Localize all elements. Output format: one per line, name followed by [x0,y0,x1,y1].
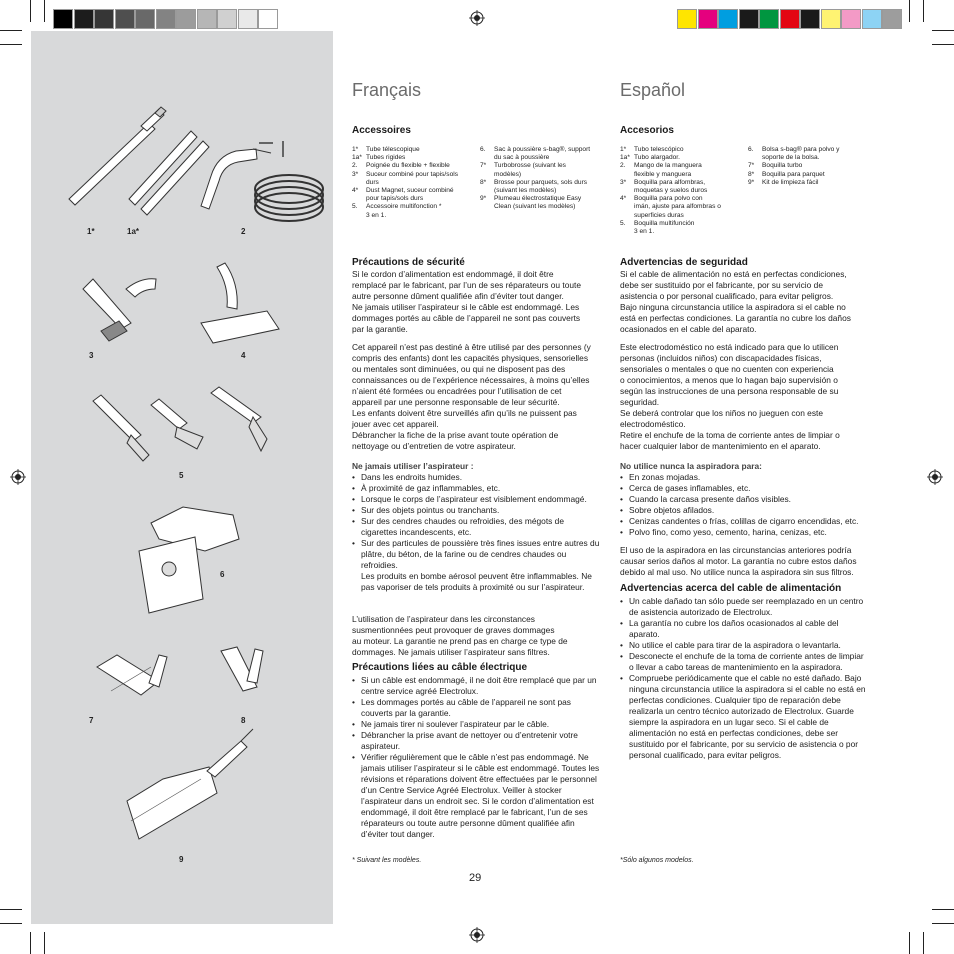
bullet-item: • Si un câble est endommagé, il ne doit être remplacé que par un centre service agréé Electrolux. [352,675,600,697]
accessory-item [352,203,480,211]
color-swatch [862,9,882,29]
text-line: El uso de la aspiradora en las circunstancias anteriores podría [620,545,852,555]
accessories-list-es-left [620,146,748,236]
accessory-number [352,195,366,203]
accessory-label: durs [366,178,379,186]
crop-mark [0,909,22,910]
safety-heading-es: Advertencias de seguridad [620,257,748,268]
text-line: está en perfectas condiciones. La garantía no cubre los daños [620,313,851,323]
bullet-item: • Cuando la carcasa presente daños visibles. [620,494,882,505]
accessory-item [620,162,748,170]
color-swatch [94,9,114,29]
bullet-item: • Polvo fino, como yeso, cemento, harina, cenizas, etc. [620,527,882,538]
accessory-number [620,171,634,179]
accessory-number: 6. [480,146,486,153]
text-line: Ne jamais utiliser l’aspirateur si le câble est endommagé. Les [352,302,580,312]
accessory-label: Tube télescopique [366,146,420,153]
never-use-list-es [620,472,882,538]
bullet-item: • En zonas mojadas. [620,472,882,483]
text-line: compris des enfants) dont les capacités physiques, sensorielles [352,353,589,363]
accessory-label: Kit de limpieza fácil [762,178,819,186]
bullet-item: • À proximité de gaz inflammables, etc. [352,483,600,494]
accessory-number [480,187,494,195]
usage-paragraph-es [620,545,882,578]
figure-label: 6 [220,570,225,579]
accessories-heading-fr: Accessoires [352,125,411,136]
text-line: Débrancher la fiche de la prise avant toute opération de [352,430,559,440]
accessory-number: 4* [620,195,627,203]
crop-mark [30,0,31,22]
text-line: Si le cordon d’alimentation est endommagé, il doit être [352,269,554,279]
crop-mark [909,932,910,954]
text-line: nettoyage ou d’entretien de votre aspirateur. [352,441,516,451]
accessories-list-fr-right [480,146,600,212]
accessory-number: 1a* [352,154,362,162]
text-line: Si el cable de alimentación no está en perfectas condiciones, [620,269,847,279]
bullet-item: • Un cable dañado tan sólo puede ser reemplazado en un centro de asistencia autorizado de Electrolux. [620,596,870,618]
crop-mark [44,932,45,954]
bullet-item: • Débrancher la prise avant de nettoyer ou d’entretenir votre aspirateur. [352,730,600,752]
hose-handle-icon [201,149,257,209]
accessory-label: Clean (suivant les modèles) [494,203,576,211]
color-swatch [821,9,841,29]
accessory-number: 6. [748,146,754,153]
accessory-item [352,146,480,154]
accessory-item [352,171,480,179]
text-line: susmentionnées peut provoquer de graves dommages [352,625,555,635]
combination-nozzle-icon [83,279,131,329]
bullet-item: • Dans les endroits humides. [352,472,600,483]
accessory-item [620,154,748,162]
accessory-item [352,154,480,162]
accessory-item [480,179,600,187]
figure-label: 3 [89,351,94,360]
accessory-label: moquetas y suelos duros [634,187,708,195]
accessory-number: 3* [352,170,359,178]
accessory-label: du sac à poussière [494,154,550,162]
color-swatch [53,9,73,29]
accessory-number: 1* [620,146,627,153]
crop-mark [44,0,45,22]
color-swatch [759,9,779,29]
accessory-number: 2. [352,162,358,170]
accessory-item [352,212,480,220]
text-line: debido al mal uso. No utilice nunca la aspiradora sin sus filtros. [620,567,854,577]
bullet-item: • Sobre objetos afilados. [620,505,882,516]
text-line: ocasionados en el cable del aparato. [620,324,757,334]
accessory-item [480,203,600,211]
accessory-item [748,146,868,154]
text-line: par la garantie. [352,324,408,334]
crop-mark [932,44,954,45]
bullet-item: • Vérifier régulièrement que le câble n’est pas endommagé. Ne jamais utiliser l’aspirateur si le câble est endommagé. Toutes les révisions et réparations doivent être effectuées par le personnel d’un Centre Service Agréé Electrolux. Veiller à stocker l’aspirateur dans un endroit sec. Si le cordon d’alimentation est endommagé, il doit être remplacé par le fabricant, l’un de ses réparateurs ou toute autre personne dûment qualifiée afin d’éviter tout danger. [352,752,600,840]
accessory-item [748,179,868,187]
turbo-brush-icon [97,655,159,695]
never-use-list-fr [352,472,600,593]
accessory-label: imán, ajuste para alfombras o [634,203,721,211]
text-line: ou mentales sont diminuées, ou qui ne disposent pas des [352,364,566,374]
accessory-number [480,171,494,179]
accessory-number: 5. [620,219,626,227]
accessory-label: superficies duras [634,211,684,219]
accessory-label: Poignée du flexible + flexible [366,162,450,170]
accessory-number: 2. [620,162,626,170]
accessory-label: Boquilla para parquet [762,170,825,178]
usage-paragraph-fr [352,614,612,658]
color-swatch [217,9,237,29]
accessory-label: Boquilla turbo [762,162,803,170]
text-line: debe ser sustituido por el fabricante, por su servicio de [620,280,823,290]
bullet-item: • Cerca de gases inflamables, etc. [620,483,882,494]
crop-mark [0,923,22,924]
text-line: remplacé par le fabricant, par l’un de ses réparateurs ou toute [352,280,582,290]
accessory-label: Sac à poussière s-bag®, support [494,146,591,153]
bullet-item: • Lorsque le corps de l’aspirateur est visiblement endommagé. [352,494,600,505]
text-line: según las instrucciones de una persona responsable de su [620,386,839,396]
registration-mark-icon [469,927,485,943]
accessory-number [620,228,634,236]
figure-label: 4 [241,351,246,360]
accessory-number [620,187,634,195]
cable-list-fr [352,675,600,840]
accessory-item [620,171,748,179]
text-line: hacer cualquier labor de mantenimiento en el aparato. [620,441,821,451]
figure-label: 8 [241,716,246,725]
accessory-number [620,203,634,211]
crop-mark [0,30,22,31]
accessory-item [748,162,868,170]
accessory-item [620,179,748,187]
text-line: Cet appareil n’est pas destiné à être utilisé par des personnes (y [352,342,591,352]
figure-label: 2 [241,227,246,236]
text-line: dommages portés au câble de l’appareil ne sont pas couverts [352,313,581,323]
accessory-label: Tubo telescópico [634,146,684,153]
accessory-number [620,212,634,220]
color-swatch [718,9,738,29]
accessory-label: flexible y manguera [634,170,692,178]
figure-label: 9 [179,855,184,864]
accessory-label: Bolsa s-bag® para polvo y [762,146,840,153]
crop-mark [30,932,31,954]
text-line: personas (incluidos niños) con discapacidades físicas, [620,353,822,363]
bullet-item: • Cenizas candentes o frías, colillas de cigarro encendidas, etc. [620,516,882,527]
accessory-label: modèles) [494,170,522,178]
accessory-label: Boquilla para polvo con [634,195,703,203]
safety-paragraph-fr [352,269,612,335]
accessory-number: 9* [480,195,487,203]
page-number: 29 [469,872,482,884]
never-use-heading-es: No utilice nunca la aspiradora para: [620,461,762,471]
footnote-es: *Sólo algunos modelos. [620,857,694,864]
crop-mark [932,923,954,924]
accessory-item [480,187,600,195]
accessories-heading-es: Accesorios [620,125,674,136]
text-line: Les enfants doivent être surveillés afin qu’ils ne puissent pas [352,408,577,418]
accessory-number [480,154,494,162]
bullet-item: • Les dommages portés au câble de l’appareil ne sont pas couverts par la garantie. [352,697,600,719]
cable-heading-fr: Précautions liées au câble électrique [352,662,528,673]
crop-mark [909,0,910,22]
color-swatch [698,9,718,29]
text-line: appareil par une personne responsable de leur sécurité. [352,397,560,407]
accessory-number: 1a* [620,154,630,162]
accessory-number: 4* [352,187,359,195]
accessory-item [620,187,748,195]
accessories-list-es-right [748,146,868,187]
accessory-label: pour tapis/sols durs [366,195,424,203]
accessory-label: 3 en 1. [366,211,387,219]
accessory-number: 8* [748,170,755,178]
accessory-number [352,212,366,220]
illustration-panel [31,31,333,924]
accessory-label: Plumeau électrostatique Easy [494,195,582,203]
text-line: sensoriales o mentales o que no cuenten con experiencia [620,364,834,374]
bullet-item: • Sur des cendres chaudes ou refroidies, des mégots de cigarettes incandescents, etc. [352,516,600,538]
bullet-item: • La garantía no cubre los daños ocasionados al cable del aparato. [620,618,870,640]
accessory-item [480,154,600,162]
accessory-label: Dust Magnet, suceur combiné [366,187,454,195]
crop-mark [932,30,954,31]
accessory-item [620,203,748,211]
color-swatch [677,9,697,29]
accessory-label: Tubes rigides [366,154,406,162]
figure-label: 7 [89,716,94,725]
accessory-label: Turbobrosse (suivant les [494,162,566,170]
color-swatch [780,9,800,29]
accessory-item [620,195,748,203]
text-line: connaissances ou de l’expérience nécessaires, à moins qu’elles [352,375,590,385]
accessory-item [352,187,480,195]
accessory-item [480,195,600,203]
accessory-label: (suivant les modèles) [494,187,557,195]
accessory-item [620,220,748,228]
cable-list-es [620,596,870,761]
accessory-label: 3 en 1. [634,228,655,236]
accessory-item [480,171,600,179]
accessory-item [352,162,480,170]
figure-label: 1* [87,227,95,236]
accessory-item [480,146,600,154]
color-swatch [115,9,135,29]
footnote-fr: * Suivant les modèles. [352,857,422,864]
text-line: jouer avec cet appareil. [352,419,439,429]
accessory-label: Accessoire multifonction * [366,203,442,211]
accessory-number [480,203,494,211]
accessory-number [748,154,762,162]
bullet-item: • Ne jamais tirer ni soulever l’aspirateur par le câble. [352,719,600,730]
safety-paragraph-es [620,269,882,335]
accessory-number [352,179,366,187]
color-swatch [800,9,820,29]
crop-mark [0,44,22,45]
color-swatch [156,9,176,29]
text-line: Retire el enchufe de la toma de corriente antes de limpiar o [620,430,840,440]
color-swatch [197,9,217,29]
color-swatch [841,9,861,29]
color-swatch [74,9,94,29]
accessory-number: 3* [620,178,627,186]
color-swatch [882,9,902,29]
color-swatch [739,9,759,29]
accessory-item [352,195,480,203]
bullet-item: • Compruebe periódicamente que el cable no esté dañado. Bajo ninguna circunstancia utilice la aspiradora si el cable no está en perfectas condiciones. Cualquier tipo de reparación debe realizarla un centro técnico autorizado de Electrolux. Guarde siempre la aspiradora en un lugar seco. Si el cable de alimentación no está en perfectas condiciones, debe ser sustituido por el fabricante, por su servicio de asistencia o por personal cualificado, para evitar peligros. [620,673,870,761]
accessory-number: 7* [480,162,487,170]
multifunction-tool-icon [93,395,141,441]
crop-mark [923,932,924,954]
accessories-list-fr-left [352,146,480,220]
cable-heading-es: Advertencias acerca del cable de alimentación [620,583,842,594]
accessory-label: Boquilla para alfombras, [634,178,706,186]
easy-clean-duster-icon [127,767,217,839]
text-line: Se deberá controlar que los niños no jueguen con este [620,408,824,418]
accessory-item [620,228,748,236]
text-line: seguridad. [620,397,660,407]
color-swatch [238,9,258,29]
safety-paragraph-es-2 [620,342,882,452]
accessory-number: 7* [748,162,755,170]
text-line: o conocimientos, a menos que lo hagan bajo supervisión o [620,375,838,385]
accessory-item [480,162,600,170]
figure-label: 5 [179,471,184,480]
safety-heading-fr: Précautions de sécurité [352,257,465,268]
text-line: causar serios daños al motor. La garantía no cubre estos daños [620,556,857,566]
registration-mark-icon [469,10,485,26]
accessory-item [352,179,480,187]
safety-paragraph-fr-2 [352,342,612,452]
accessory-label: Brosse pour parquets, sols durs [494,178,588,186]
dust-magnet-nozzle-icon [201,311,279,343]
hose-icon [255,175,323,221]
bullet-item: • Sur des objets pointus ou tranchants. [352,505,600,516]
accessory-label: Mango de la manguera [634,162,702,170]
accessory-item [620,146,748,154]
text-line: electrodoméstico. [620,419,686,429]
crop-mark [923,0,924,22]
text-line: asistencia o por personal cualificado, para evitar peligros. [620,291,834,301]
bullet-item: • Sur des particules de poussière très fines issues entre autres du plâtre, du béton, de la farine ou de cendres chaudes ou refroidies. Les produits en bombe aérosol peuvent être inflammables. Ne pas vaporiser de tels produits à proximité ou sur l’aspirateur. [352,538,600,593]
text-line: Este electrodoméstico no está indicado para que lo utilicen [620,342,839,352]
registration-mark-icon [10,469,26,485]
crop-mark [932,909,954,910]
accessory-number: 8* [480,178,487,186]
accessory-number: 5. [352,203,358,211]
text-line: au moteur. La garantie ne prend pas en charge ce type de [352,636,568,646]
accessory-item [620,212,748,220]
text-line: n’aient été formées ou encadrées pour l’utilisation de cet [352,386,562,396]
accessory-item [748,154,868,162]
accessory-number: 9* [748,178,755,186]
bullet-item: • No utilice el cable para tirar de la aspiradora o levantarla. [620,640,870,651]
color-swatch [176,9,196,29]
text-line: Bajo ninguna circunstancia utilice la aspiradora si el cable no [620,302,846,312]
registration-mark-icon [927,469,943,485]
text-line: dommages. Ne jamais utiliser l’aspirateur sans filtres. [352,647,550,657]
accessory-label: soporte de la bolsa. [762,154,820,162]
never-use-heading-fr: Ne jamais utiliser l’aspirateur : [352,461,474,471]
accessory-number: 1* [352,146,359,153]
text-line: L’utilisation de l’aspirateur dans les circonstances [352,614,535,624]
bullet-item: • Desconecte el enchufe de la toma de corriente antes de limpiar o llevar a cabo tareas de mantenimiento en la aspiradora. [620,651,870,673]
color-swatch [258,9,278,29]
figure-label: 1a* [127,227,140,236]
accessory-label: Boquilla multifunción [634,219,695,227]
language-title-fr: Français [352,80,422,100]
accessory-label: Suceur combiné pour tapis/sols [366,170,458,178]
text-line: autre personne dûment qualifiée afin d’éviter tout danger. [352,291,564,301]
color-swatch [135,9,155,29]
language-title-es: Español [620,80,686,100]
accessory-item [748,171,868,179]
accessory-label: Tubo alargador. [634,154,680,162]
